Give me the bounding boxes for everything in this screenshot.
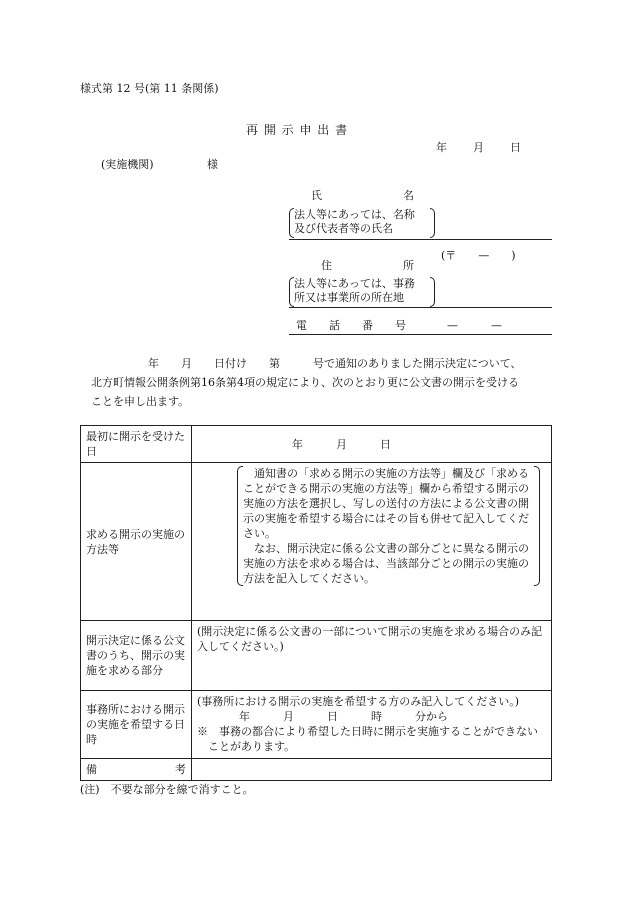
- name-note-bracket-right: [430, 208, 435, 238]
- postal-code-field[interactable]: (〒 — ): [441, 249, 516, 262]
- address-note-line2: 所又は事業所の所在地: [294, 291, 404, 304]
- address-note: [294, 277, 415, 305]
- application-table: [80, 425, 552, 781]
- footer-note: (注) 不要な部分を線で消すこと。: [80, 783, 254, 796]
- phone-value[interactable]: — —: [447, 319, 502, 332]
- requested-method-field[interactable]: [192, 463, 552, 621]
- office-datetime-caution: ※ 事務の都合により希望した日時に開示を実施することができないことがあります。: [197, 725, 538, 753]
- remarks-label-1: 備: [86, 763, 97, 776]
- requested-part-note: (開示決定に係る公文書の一部について開示の実施を求める場合のみ記入してください。): [197, 625, 543, 653]
- honorific: 様: [207, 158, 218, 171]
- form-number: 様式第 12 号(第 11 条関係): [80, 82, 219, 95]
- name-note: [294, 208, 415, 236]
- body-line-2: 北方町情報公開条例第16条第4項の規定により、次のとおり更に公文書の開示を受ける: [91, 376, 519, 389]
- table-row: [81, 463, 552, 621]
- remarks-field[interactable]: [192, 759, 552, 781]
- document-title: 再 開 示 申 出 書: [246, 123, 349, 137]
- phone-label: 電 話 番 号: [296, 319, 406, 332]
- date-day: 日: [510, 141, 521, 154]
- requested-method-note-p2: なお、開示決定に係る公文書の部分ごとに異なる開示の実施の方法を求める場合は、当該部分ごとの開示の実施の方法を記入してください。: [243, 542, 529, 585]
- requested-method-label: 求める開示の実施の方法等: [81, 463, 192, 621]
- name-label-1: 氏: [311, 189, 322, 202]
- requested-part-label: 開示決定に係る公文書のうち、開示の実施を求める部分: [81, 621, 192, 691]
- requested-part-field[interactable]: [192, 621, 552, 691]
- table-row: [81, 691, 552, 759]
- name-note-line1: 法人等にあっては、名称: [294, 208, 415, 221]
- address-note-line1: 法人等にあっては、事務: [294, 277, 415, 290]
- requested-method-note: [237, 466, 540, 586]
- requested-method-note-p1: 通知書の「求める開示の実施の方法等」欄及び「求めることができる開示の実施の方法等」欄から希望する開示の実施の方法を選択し、写しの送付の方法による公文書の開示の実施を希望する場合にはその旨も併せて記入してください。: [243, 467, 529, 540]
- name-label-2: 名: [403, 189, 414, 202]
- name-underline: [289, 239, 552, 240]
- name-note-line2: 及び代表者等の氏名: [294, 222, 393, 235]
- table-row: [81, 759, 552, 781]
- office-datetime-note: (事務所における開示の実施を希望する方のみ記入してください。): [197, 695, 520, 708]
- phone-underline: [289, 334, 552, 335]
- date-year: 年: [436, 141, 447, 154]
- address-underline: [289, 307, 552, 308]
- address-label-2: 所: [403, 259, 414, 272]
- table-row: [81, 426, 552, 463]
- note-bracket-right: [534, 466, 540, 586]
- note-bracket-left: [237, 466, 243, 586]
- body-line-3: ことを申し出ます。: [91, 395, 190, 408]
- remarks-label-2: 考: [175, 763, 186, 776]
- address-note-bracket-right: [430, 277, 435, 307]
- first-disclosure-date-label: 最初に開示を受けた日: [81, 426, 192, 463]
- remarks-label: [81, 759, 192, 781]
- address-label-1: 住: [321, 259, 332, 272]
- body-line-1: 年 月 日付け 第 号で通知のありました開示決定について、: [148, 357, 522, 370]
- date-month: 月: [473, 141, 484, 154]
- office-datetime-field[interactable]: [192, 691, 552, 759]
- first-disclosure-date-field[interactable]: 年 月 日: [192, 426, 552, 463]
- table-row: [81, 621, 552, 691]
- office-datetime-label: 事務所における開示の実施を希望する日時: [81, 691, 192, 759]
- addressee: (実施機関): [101, 158, 154, 171]
- office-datetime-value[interactable]: 年 月 日 時 分から: [239, 710, 448, 723]
